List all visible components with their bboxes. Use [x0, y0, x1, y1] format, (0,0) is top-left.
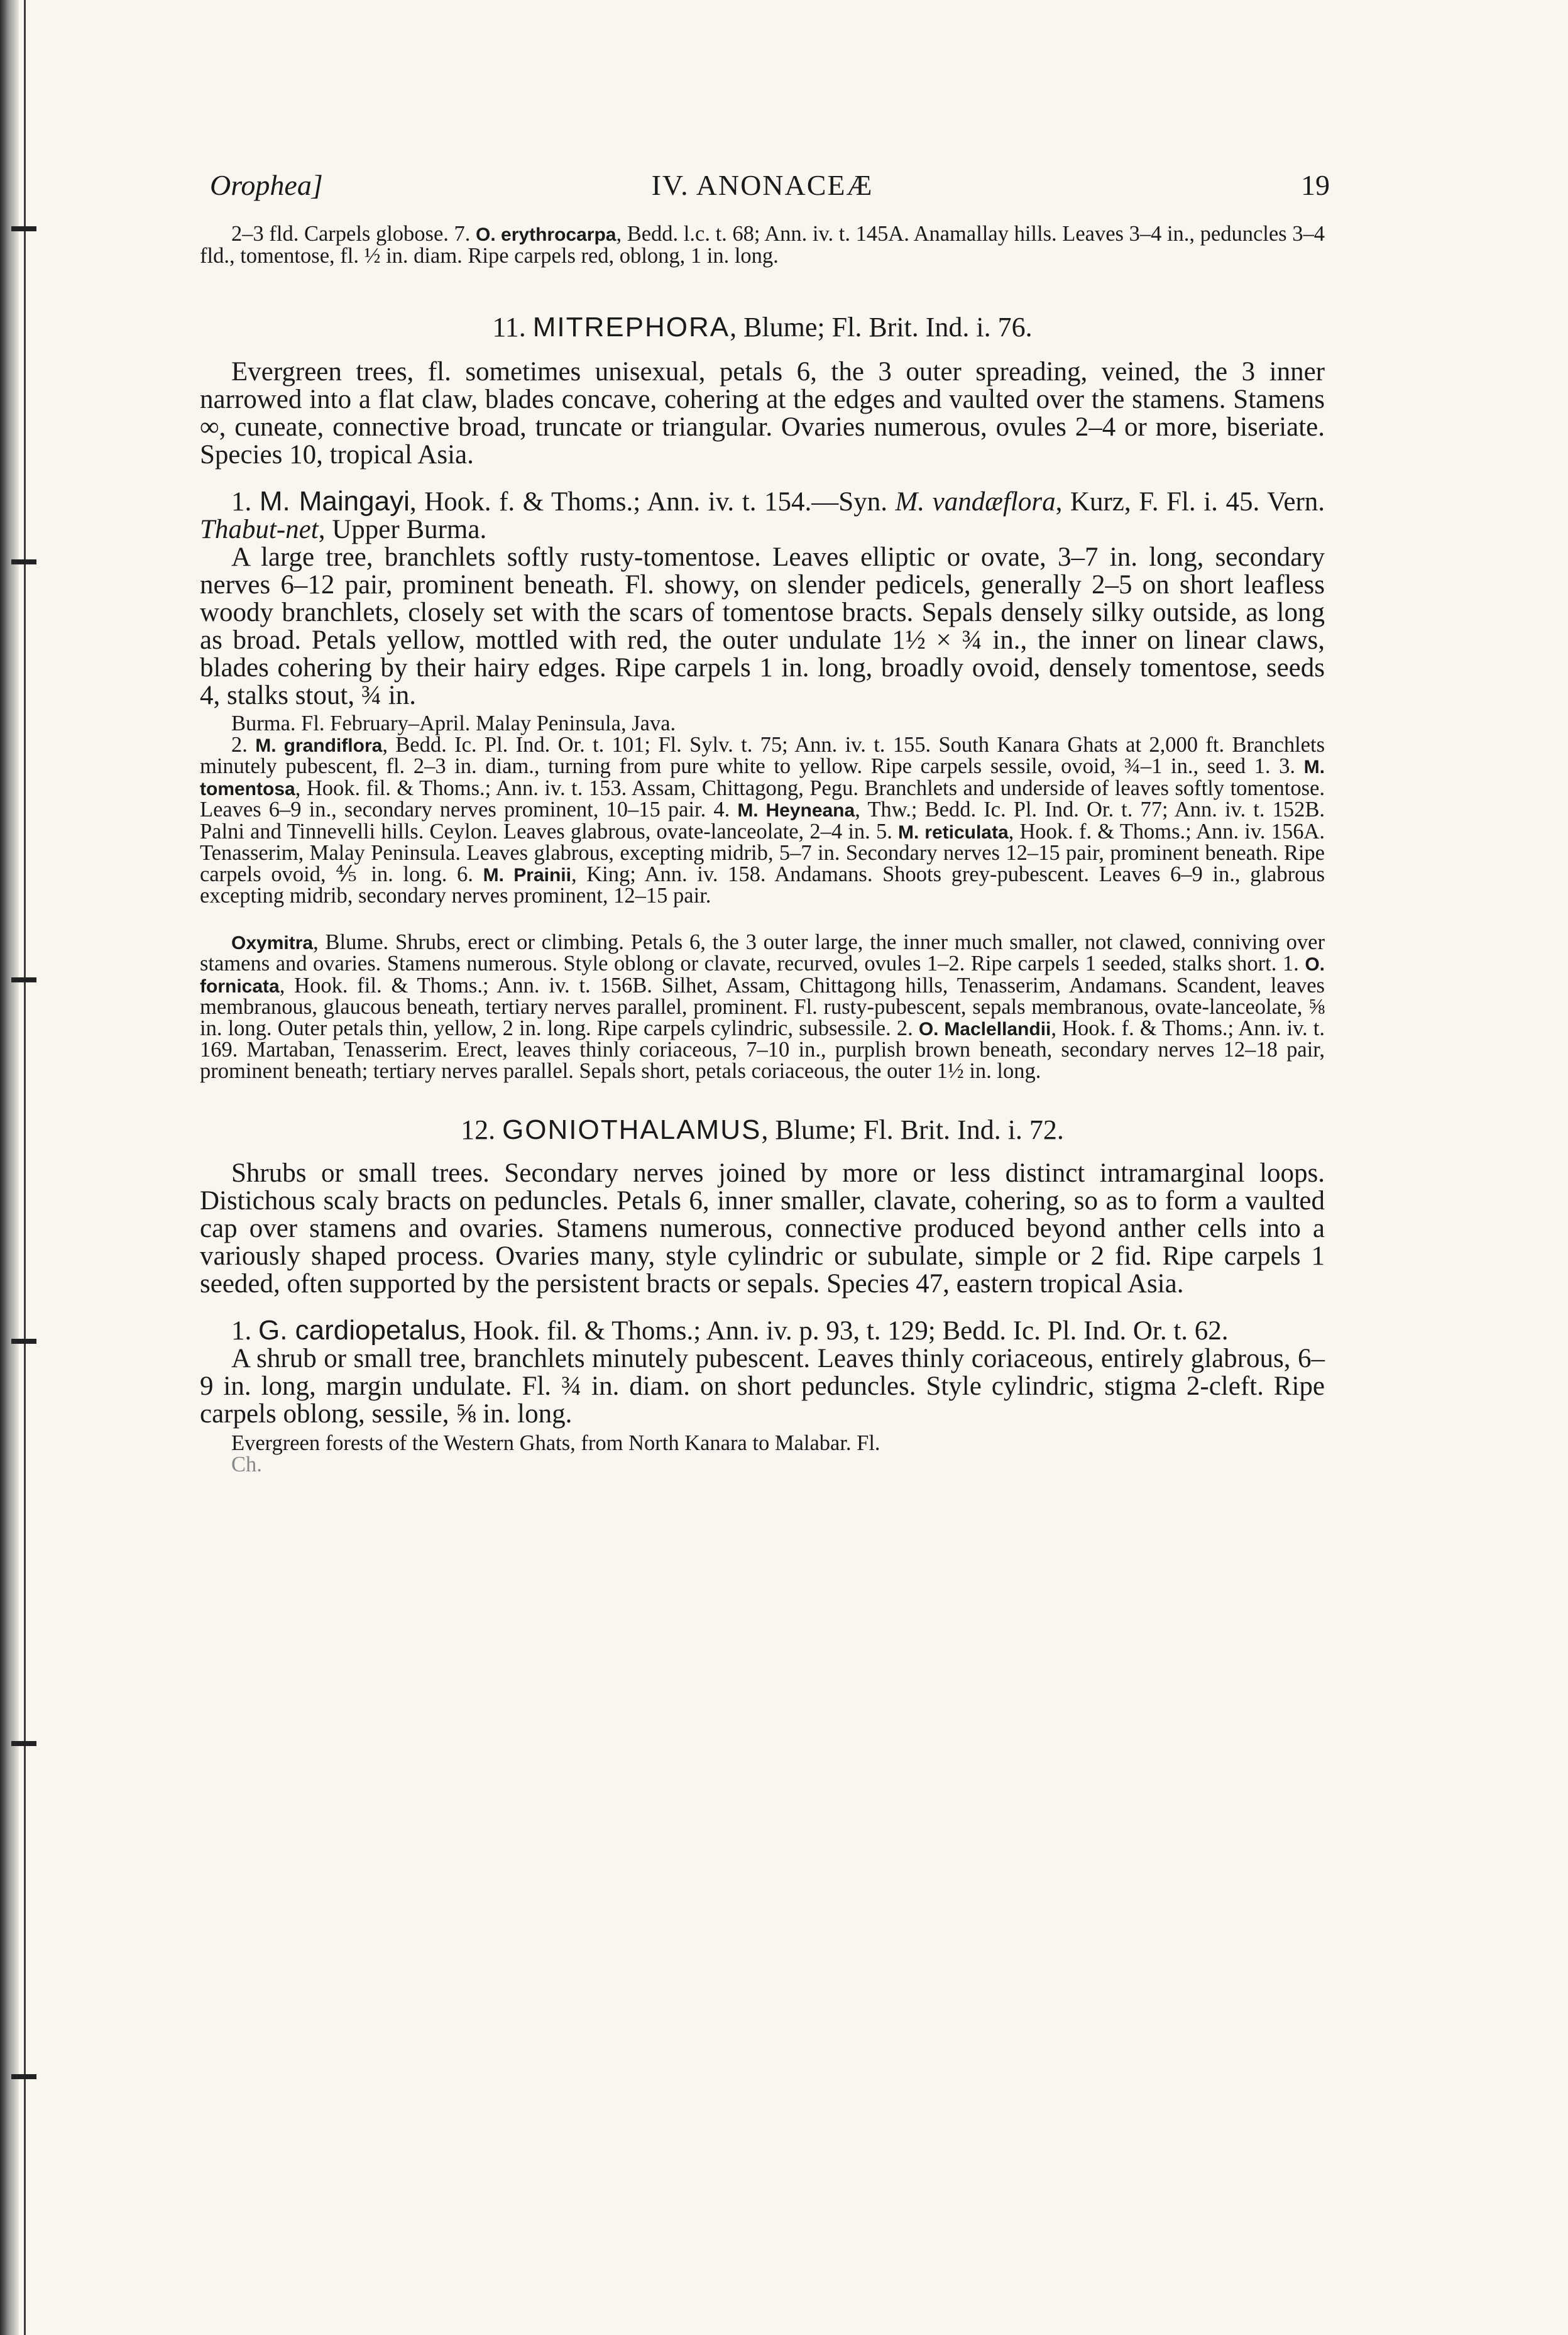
genus-number: 12. — [461, 1114, 503, 1145]
distribution-note: Burma. Fl. February–April. Malay Peninsula, Java. — [231, 711, 676, 735]
paragraph-text: , Hook. f. & Thoms.; Ann. iv. 156A. Tenasserim, Malay Peninsula. Leaves glabrous, excepting midrib, 5–7 in. Secondary nerves 12–15 pair, prominent beneath. Ripe carpels ovoid, ⅘ in. long. 6. — [200, 819, 1325, 886]
species-name: M. tomentosa — [200, 757, 1325, 799]
paragraph-text: , Hook. fil. & Thoms.; Ann. iv. t. 156B. Silhet, Assam, Chittagong hills, Tenasserim, Andamans. Scandent, leaves membranous, glaucous beneath, tertiary nerves parallel, prominent. Fl. rusty-pubescent, sepals membranous, ovate-lanceolate, ⅝ in. long. Outer petals thin, yellow, 2 in. long. Ripe carpels cylindric, subsessile. 2. — [200, 973, 1325, 1040]
species-heading — [200, 1317, 1325, 1345]
species-number: 1. — [231, 1316, 258, 1346]
species-name: O. Maclellandii — [918, 1018, 1051, 1040]
paragraph-text: , Blume. Shrubs, erect or climbing. Petals 6, the 3 outer large, the inner much smaller, not clawed, conniving over stamens and ovaries. Stamens numerous. Style oblong or clavate, recurved, ovules 1–2. Ripe carpels 1 seeded, stalks short. 1. — [200, 930, 1325, 975]
synonym-reference: , Kurz, F. Fl. i. 45. Vern. — [1055, 487, 1325, 517]
running-head-left: Orophea] — [210, 169, 323, 201]
species-name: G. cardiopetalus — [258, 1315, 460, 1346]
genus-reference: , Blume; Fl. Brit. Ind. i. 72. — [761, 1114, 1064, 1145]
binding-shadow — [0, 0, 19, 2335]
species-name: M. Maingayi — [259, 486, 410, 517]
paragraph-text: 2. — [231, 732, 256, 757]
binding-mark — [11, 977, 36, 982]
continuation-paragraph — [200, 224, 1325, 266]
species-name: O. erythrocarpa — [476, 224, 617, 245]
vernacular-region: , Upper Burma. — [318, 515, 487, 544]
vernacular-name: Thabut-net — [200, 515, 319, 544]
species-name: M. reticulata — [898, 821, 1009, 843]
page-number: 19 — [1301, 169, 1330, 201]
species-description: A large tree, branchlets softly rusty-tomentose. Leaves elliptic or ovate, 3–7 in. long, secondary nerves 6–12 pair, prominent beneath. Fl. showy, on slender pedicels, generally 2–5 on short leafless woody branchlets, closely set with the scars of tomentose bracts. Sepals densely silky outside, as long as broad. Petals yellow, mottled with red, the outer undulate 1½ × ¾ in., the inner on linear claws, blades cohering by their hairy edges. Ripe carpels 1 in. long, broadly ovoid, densely tomentose, seeds 4, stalks stout, ¾ in. — [200, 542, 1325, 710]
paragraph-text: , Bedd. Ic. Pl. Ind. Or. t. 101; Fl. Sylv. t. 75; Ann. iv. t. 155. South Kanara Ghats at 2,000 ft. Branchlets minutely pubescent, fl. 2–3 in. diam., turning from pure white to yellow. Ripe carpels sessile, ovoid, ¾–1 in., seed 1. 3. — [200, 732, 1325, 778]
species-authority: , Hook. fil. & Thoms.; Ann. iv. p. 93, t. 129; Bedd. Ic. Pl. Ind. Or. t. 62. — [459, 1316, 1229, 1346]
paragraph-text: , Hook. f. & Thoms.; Ann. iv. t. 169. Martaban, Tenasserim. Erect, leaves thinly coriaceous, 7–10 in., purplish brown beneath, secondary nerves 12–18 pair, prominent beneath; tertiary nerves parallel. Sepals short, petals coriaceous, the outer 1½ in. long. — [200, 1016, 1325, 1083]
paragraph-text: , Hook. fil. & Thoms.; Ann. iv. t. 153. Assam, Chittagong, Pegu. Branchlets and underside of leaves softly tomentose. Leaves 6–9 in., secondary nerves prominent, 10–15 pair. 4. — [200, 776, 1325, 821]
synonym-name: M. vandæflora — [895, 487, 1056, 517]
genus-number: 11. — [492, 312, 533, 343]
distribution-note: Evergreen forests of the Western Ghats, from North Kanara to Malabar. Fl. — [231, 1431, 880, 1455]
genus-description: Shrubs or small trees. Secondary nerves joined by more or less distinct intramarginal loops. Distichous scaly bracts on peduncles. Petals 6, inner smaller, clavate, cohering, so as to form a vaulted cap over stamens and ovaries. Stamens numerous, connective produced beyond anther cells into a variously shaped process. Ovaries many, style cylindric or subulate, simple or 2 fid. Ripe carpels 1 seeded, often supported by the persistent bracts or sepals. Species 47, eastern tropical Asia. — [200, 1158, 1325, 1299]
genus-description: Evergreen trees, fl. sometimes unisexual, petals 6, the 3 outer spreading, veined, the 3 inner narrowed into a flat claw, blades concave, cohering at the edges and vaulted over the stamens. Stamens ∞, cuneate, connective broad, truncate or triangular. Ovaries numerous, ovules 2–4 or more, biseriate. Species 10, tropical Asia. — [200, 357, 1325, 470]
species-heading — [200, 488, 1325, 544]
species-authority: , Hook. f. & Thoms.; Ann. iv. t. 154.—Syn. — [409, 487, 896, 517]
species-name: O. fornicata — [200, 954, 1325, 997]
binding-rule — [24, 0, 26, 2335]
running-head-family: IV. ANONACEÆ — [651, 169, 874, 201]
running-head — [200, 168, 1330, 219]
genus-reference: , Blume; Fl. Brit. Ind. i. 76. — [730, 312, 1033, 343]
binding-mark — [11, 2074, 36, 2079]
binding-mark — [11, 559, 36, 564]
species-name: M. grandiflora — [255, 735, 383, 756]
binding-mark — [11, 226, 36, 231]
species-description: A shrub or small tree, branchlets minutely pubescent. Leaves thinly coriaceous, entirely glabrous, 6–9 in. long, margin undulate. Fl. ¾ in. diam. on short peduncles. Style cylindric, stigma 2-cleft. Ripe carpels oblong, sessile, ⅝ in. long. — [200, 1344, 1325, 1429]
species-name: M. Prainii — [483, 864, 571, 886]
species-number: 1. — [231, 487, 260, 517]
genus-name: MITREPHORA — [532, 312, 730, 343]
other-species-paragraph — [200, 732, 1325, 908]
genus-name: GONIOTHALAMUS — [502, 1114, 762, 1145]
genus-name: Oxymitra — [231, 932, 314, 953]
genus-heading — [200, 1114, 1325, 1146]
continuation-text: , Bedd. l.c. t. 68; Ann. iv. t. 145A. Anamallay hills. Leaves 3–4 in., peduncles 3–4 fld., tomentose, fl. ½ in. diam. Ripe carpels red, oblong, 1 in. long. — [200, 222, 1325, 268]
paragraph-text: , Thw.; Bedd. Ic. Pl. Ind. Or. t. 77; Ann. iv. t. 152B. Palni and Tinnevelli hills. Ceylon. Leaves glabrous, ovate-lanceolate, 2–4 in. 5. — [200, 798, 1325, 843]
genus-heading — [200, 312, 1325, 343]
paragraph-text: , King; Ann. iv. 158. Andamans. Shoots grey-pubescent. Leaves 6–9 in., glabrous excepting midrib, secondary nerves prominent, 12–15 pair. — [200, 862, 1325, 908]
page-content — [200, 168, 1330, 1476]
distribution-note-continued: Ch. — [231, 1452, 262, 1476]
binding-mark — [11, 1339, 36, 1344]
continuation-text: 2–3 fld. Carpels globose. 7. — [231, 222, 476, 246]
species-name: M. Heyneana — [737, 800, 855, 821]
binding-mark — [11, 1741, 36, 1746]
oxymitra-paragraph — [200, 932, 1325, 1082]
